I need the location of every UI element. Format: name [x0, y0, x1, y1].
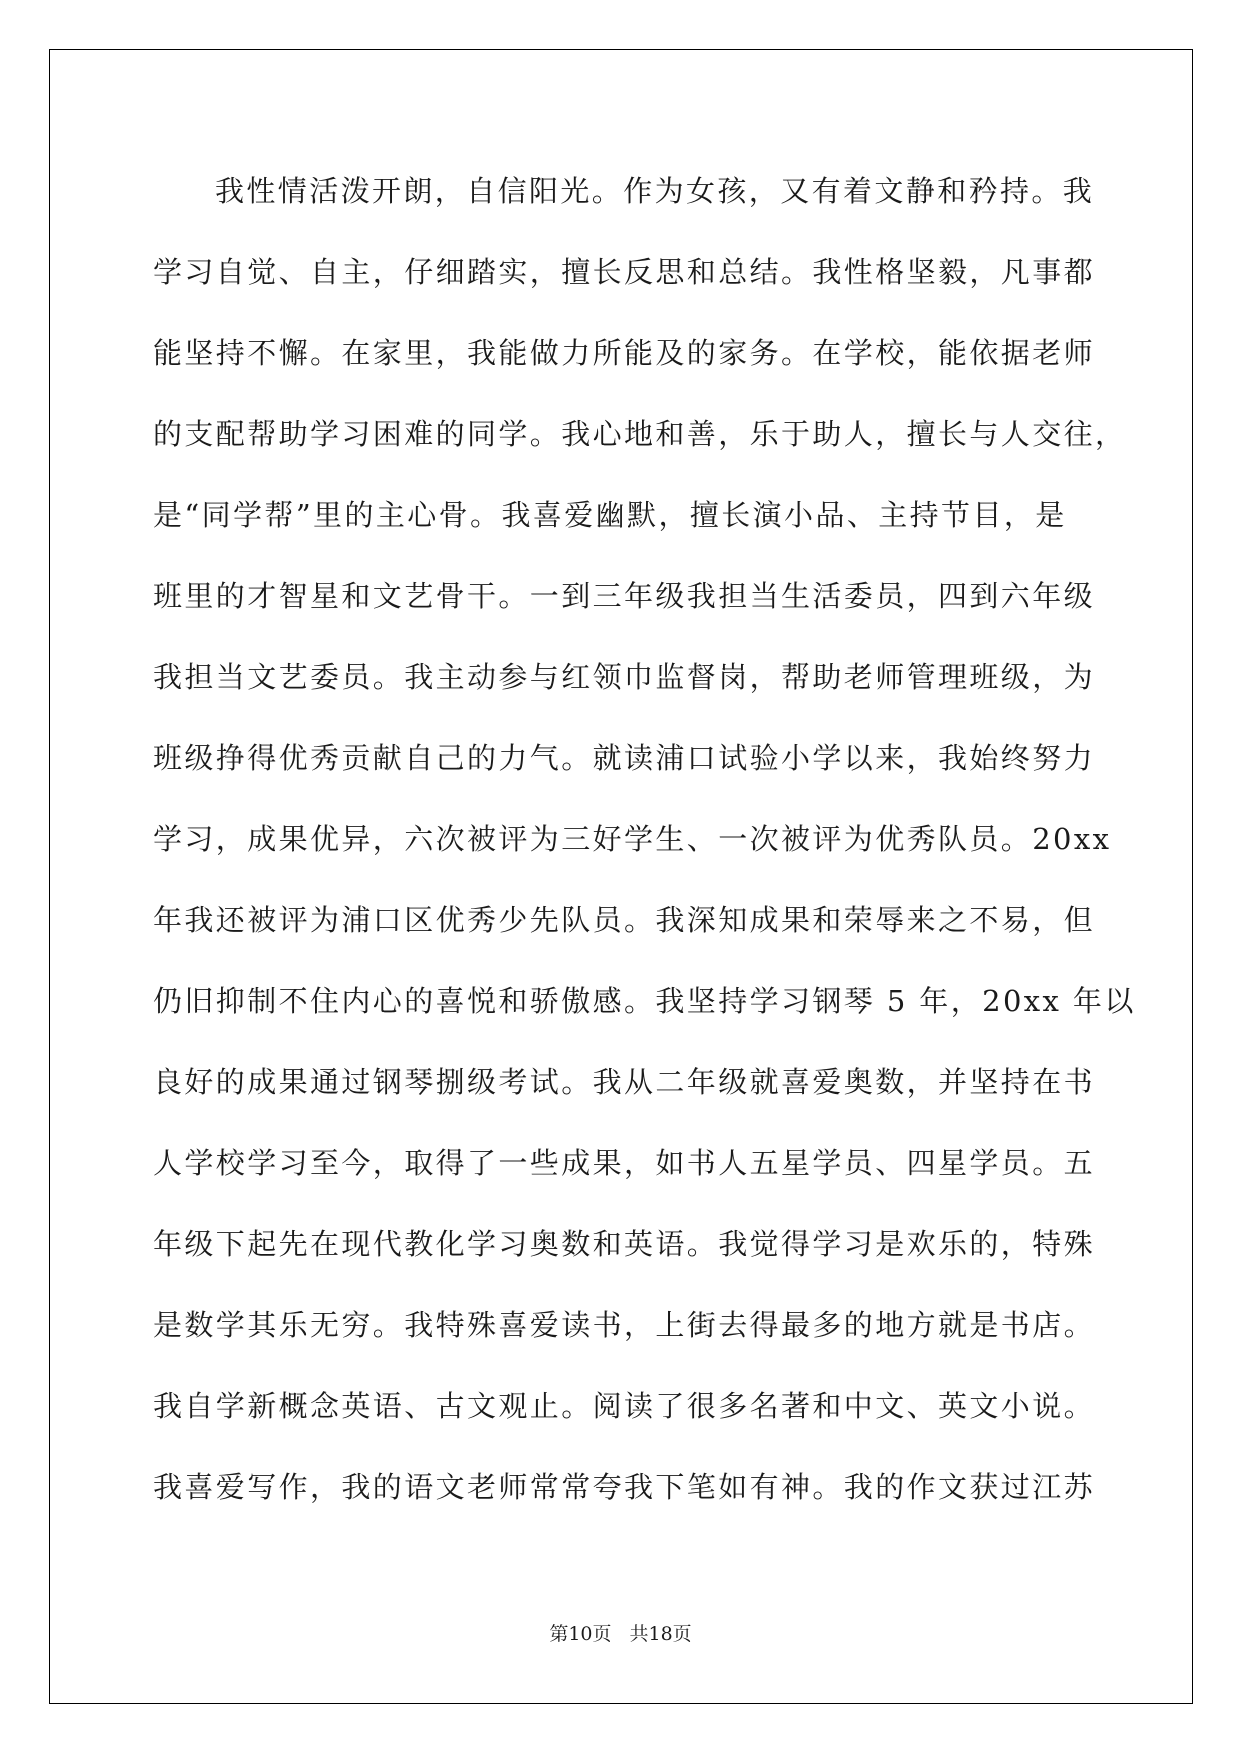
- text-line: 我性情活泼开朗，自信阳光。作为女孩，又有着文静和矜持。我: [215, 174, 1095, 208]
- total-pages: 共18页: [629, 1623, 692, 1645]
- text-line: 年级下起先在现代教化学习奥数和英语。我觉得学习是欢乐的，特殊: [153, 1227, 1096, 1261]
- text-line: 我喜爱写作，我的语文老师常常夸我下笔如有神。我的作文获过江苏: [153, 1470, 1096, 1504]
- text-line: 我自学新概念英语、古文观止。阅读了很多名著和中文、英文小说。: [153, 1389, 1096, 1423]
- text-line: 良好的成果通过钢琴捌级考试。我从二年级就喜爱奥数，并坚持在书: [153, 1065, 1096, 1099]
- text-line: 我担当文艺委员。我主动参与红领巾监督岗，帮助老师管理班级，为: [153, 660, 1096, 694]
- page-footer: [0, 1622, 1241, 1646]
- text-line: 的支配帮助学习困难的同学。我心地和善，乐于助人，擅长与人交往，: [153, 417, 1127, 451]
- text-line: 学习，成果优异，六次被评为三好学生、一次被评为优秀队员。20xx: [153, 822, 1112, 856]
- text-line: 年我还被评为浦口区优秀少先队员。我深知成果和荣辱来之不易，但: [153, 903, 1096, 937]
- text-line: 是“同学帮”里的主心骨。我喜爱幽默，擅长演小品、主持节目，是: [153, 498, 1067, 532]
- page-number: 第10页: [549, 1623, 612, 1645]
- body-text: [153, 158, 1136, 1535]
- text-line: 学习自觉、自主，仔细踏实，擅长反思和总结。我性格坚毅，凡事都: [153, 255, 1096, 289]
- text-line: 班里的才智星和文艺骨干。一到三年级我担当生活委员，四到六年级: [153, 579, 1096, 613]
- text-line: 班级挣得优秀贡献自己的力气。就读浦口试验小学以来，我始终努力: [153, 741, 1096, 775]
- text-line: 是数学其乐无穷。我特殊喜爱读书，上街去得最多的地方就是书店。: [153, 1308, 1096, 1342]
- text-line: 人学校学习至今，取得了一些成果，如书人五星学员、四星学员。五: [153, 1146, 1096, 1180]
- text-line: 仍旧抑制不住内心的喜悦和骄傲感。我坚持学习钢琴 5 年，20xx 年以: [153, 984, 1136, 1018]
- text-line: 能坚持不懈。在家里，我能做力所能及的家务。在学校，能依据老师: [153, 336, 1096, 370]
